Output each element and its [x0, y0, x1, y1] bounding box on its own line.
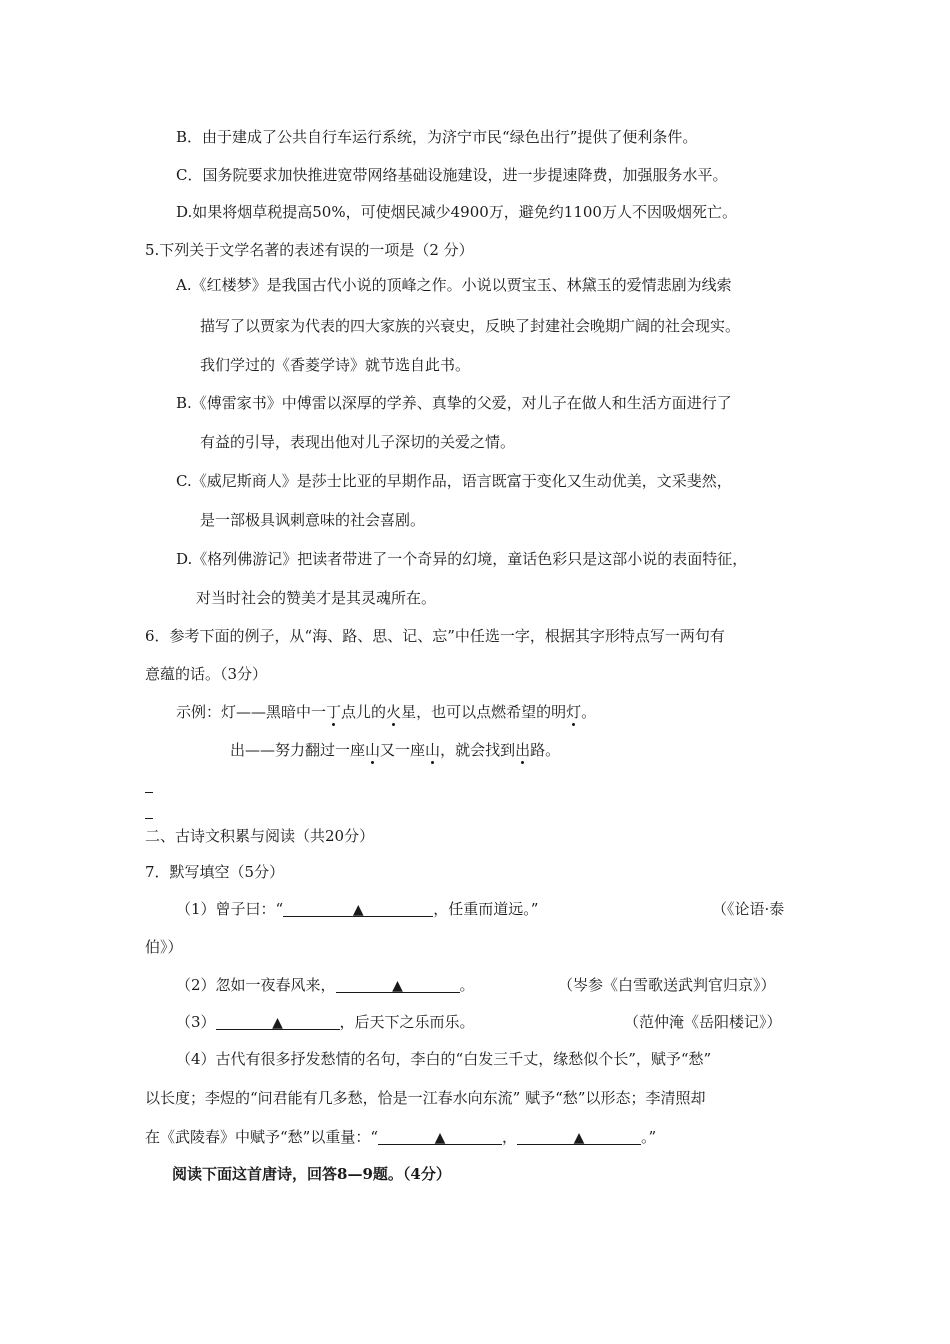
- q7-item-1-source-cont: 伯》）: [145, 938, 183, 956]
- q7-item-4-line1: （4）古代有很多抒发愁情的名句，李白的“白发三千丈，缘愁似个长”，赋予“愁”: [176, 1050, 712, 1068]
- ex2-text-1: 出——努力翻过一座: [230, 741, 366, 759]
- q4-option-b: B．由于建成了公共自行车运行系统，为济宁市民“绿色出行”提供了便利条件。: [176, 128, 698, 146]
- q7-item-4-line3: [145, 1127, 656, 1147]
- q5-stem: 5.下列关于文学名著的表述有误的一项是（2 分）: [145, 241, 474, 259]
- q7-3-post: ，后天下之乐而乐。: [339, 1013, 475, 1031]
- ex1-text-1: 示例：灯——黑暗中一: [176, 703, 327, 721]
- emphasis-char: 丁: [326, 703, 342, 721]
- q5-option-a-line2: 描写了以贾家为代表的四大家族的兴衰史，反映了封建社会晚期广阔的社会现实。: [200, 317, 741, 335]
- section-2-title: 二、古诗文积累与阅读（共20分）: [145, 827, 375, 845]
- q7-2-pre: （2）忽如一夜春风来，: [176, 976, 336, 994]
- emphasis-char: 山: [365, 741, 381, 759]
- emphasis-char: 火: [386, 703, 402, 721]
- dash-mark: [145, 792, 153, 793]
- triangle-icon: ▲: [352, 902, 364, 918]
- ex1-text-4: 。: [581, 703, 597, 721]
- q4-option-d: D.如果将烟草税提高50%，可使烟民减少4900万，避免约1100万人不因吸烟死亡。: [176, 203, 737, 221]
- emphasis-char: 灯: [566, 703, 582, 721]
- answer-blank[interactable]: [216, 1012, 340, 1030]
- dash-mark: [145, 818, 153, 819]
- q5-option-a-line3: 我们学过的《香菱学诗》就节选自此书。: [200, 356, 471, 374]
- q5-option-d-line2: 对当时社会的赞美才是其灵魂所在。: [196, 589, 437, 607]
- q4-option-c: C．国务院要求加快推进宽带网络基础设施建设，进一步提速降费，加强服务水平。: [176, 166, 728, 184]
- q7-2-post: 。: [459, 976, 475, 994]
- q7-item-2-source: （岑参《白雪歌送武判官归京》）: [558, 976, 776, 994]
- answer-blank[interactable]: [283, 899, 433, 917]
- q7-4-mid: ，: [502, 1128, 518, 1146]
- q7-4-post: 。”: [641, 1128, 657, 1146]
- q5-option-b-line2: 有益的引导，表现出他对儿子深切的关爱之情。: [200, 433, 516, 451]
- answer-blank[interactable]: [378, 1127, 502, 1145]
- emphasis-char: 出: [515, 741, 531, 759]
- triangle-icon: ▲: [272, 1015, 283, 1031]
- q7-item-3: [176, 1012, 475, 1032]
- ex1-text-3: 星，也可以点燃希望的明: [401, 703, 567, 721]
- q7-1-post: ，任重而道远。”: [433, 900, 539, 918]
- triangle-icon: ▲: [434, 1130, 446, 1146]
- q6-stem-line1: 6．参考下面的例子，从“海、路、思、记、忘”中任选一字，根据其字形特点写一两句有: [145, 627, 725, 645]
- triangle-icon: ▲: [573, 1130, 585, 1146]
- q5-option-b-line1: B.《傅雷家书》中傅雷以深厚的学养、真挚的父爱，对儿子在做人和生活方面进行了: [176, 394, 732, 412]
- q5-option-c-line1: C.《威尼斯商人》是莎士比亚的早期作品，语言既富于变化又生动优美，文采斐然，: [176, 472, 732, 490]
- ex1-text-2: 点儿的: [341, 703, 387, 721]
- reading-instruction: 阅读下面这首唐诗，回答8—9题。（4分）: [172, 1165, 451, 1183]
- q7-item-1: [176, 899, 538, 919]
- answer-blank[interactable]: [517, 1127, 641, 1145]
- emphasis-char: 山: [425, 741, 441, 759]
- q7-3-pre: （3）: [176, 1013, 216, 1031]
- q7-item-2: [176, 975, 475, 995]
- q7-1-pre: （1）曾子曰：“: [176, 900, 284, 918]
- ex2-text-4: 路。: [530, 741, 561, 759]
- q7-stem: 7．默写填空（5分）: [145, 863, 285, 881]
- q7-item-1-source: （《论语·泰: [712, 900, 785, 918]
- q5-option-a-line1: A.《红楼梦》是我国古代小说的顶峰之作。小说以贾宝玉、林黛玉的爱情悲剧为线索: [176, 276, 732, 294]
- q7-4-pre: 在《武陵春》中赋予“愁”以重量：“: [145, 1128, 379, 1146]
- q5-option-c-line2: 是一部极具讽刺意味的社会喜剧。: [200, 511, 426, 529]
- q7-item-4-line2: 以长度；李煜的“问君能有几多愁，恰是一江春水向东流” 赋予“愁”以形态；李清照却: [145, 1089, 706, 1107]
- ex2-text-2: 又一座: [380, 741, 426, 759]
- ex2-text-3: ，就会找到: [440, 741, 516, 759]
- q6-example-2: [230, 740, 560, 760]
- q6-stem-line2: 意蕴的话。（3分）: [145, 665, 268, 683]
- answer-blank[interactable]: [336, 975, 460, 993]
- q7-item-3-source: （范仲淹《岳阳楼记》）: [624, 1013, 782, 1031]
- triangle-icon: ▲: [392, 978, 403, 994]
- q6-example-1: [176, 702, 596, 722]
- q5-option-d-line1: D.《格列佛游记》把读者带进了一个奇异的幻境，童话色彩只是这部小说的表面特征，: [176, 550, 748, 568]
